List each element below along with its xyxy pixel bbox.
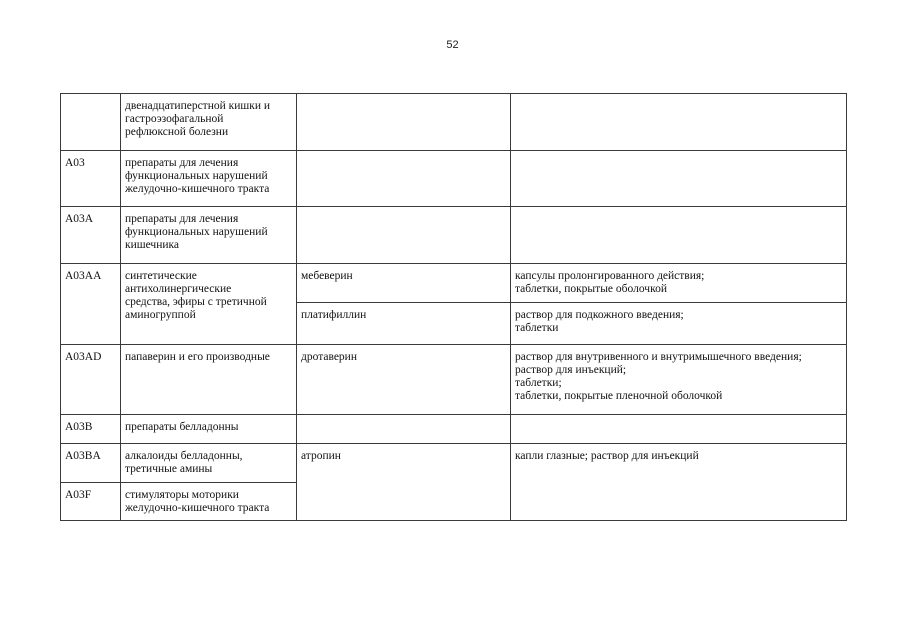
atc-code-cell: A03BA (61, 444, 121, 483)
dosage-forms-cell (511, 264, 847, 303)
group-name-line: препараты для лечения (125, 213, 239, 225)
dosage-form-line: таблетки; (515, 377, 562, 389)
table-row (61, 415, 847, 444)
group-name-line: препараты белладонны (125, 421, 239, 433)
dosage-form-line: раствор для подкожного введения; (515, 309, 684, 321)
atc-code-cell: A03F (61, 483, 121, 521)
dosage-forms-cell (511, 94, 847, 151)
dosage-form-line: раствор для инъекций; (515, 364, 627, 376)
drug-name-cell (297, 151, 511, 207)
group-name-line: третичные амины (125, 463, 213, 475)
dosage-form-line: раствор для внутривенного и внутримышечного введения; (515, 351, 802, 363)
dosage-forms-cell (511, 415, 847, 444)
group-name-cell (121, 345, 297, 415)
table-row (61, 151, 847, 207)
group-name-line: гастроэзофагальной (125, 113, 224, 125)
atc-code-cell: A03 (61, 151, 121, 207)
drug-name-cell (297, 415, 511, 444)
group-name-line: антихолинергические (125, 283, 232, 295)
group-name-cell (121, 415, 297, 444)
group-name-cell (121, 151, 297, 207)
dosage-form-line: таблетки, покрытые пленочной оболочкой (515, 390, 723, 402)
group-name-line: двенадцатиперстной кишки и (125, 100, 271, 112)
group-name-line: стимуляторы моторики (125, 489, 239, 501)
drug-name-cell: платифиллин (297, 303, 511, 345)
group-name-line: функциональных нарушений (125, 170, 268, 182)
dosage-form-line: таблетки, покрытые оболочкой (515, 283, 667, 295)
atc-code-cell (61, 94, 121, 151)
atc-code-cell: A03AD (61, 345, 121, 415)
group-name-line: желудочно-кишечного тракта (125, 502, 270, 514)
group-name-line: алкалоиды белладонны, (125, 450, 243, 462)
atc-code-cell: A03AA (61, 264, 121, 345)
drug-name-cell: мебеверин (297, 264, 511, 303)
drug-name-cell: атропин (297, 444, 511, 521)
group-name-cell (121, 264, 297, 345)
table-row (61, 207, 847, 264)
group-name-line: рефлюксной болезни (125, 126, 229, 138)
table-row (61, 264, 847, 303)
drug-name-cell: дротаверин (297, 345, 511, 415)
drug-name-cell (297, 94, 511, 151)
dosage-forms-cell (511, 303, 847, 345)
table-row (61, 444, 847, 483)
table-row (61, 345, 847, 415)
group-name-line: функциональных нарушений (125, 226, 268, 238)
dosage-forms-cell (511, 207, 847, 264)
dosage-forms-cell (511, 345, 847, 415)
group-name-cell (121, 444, 297, 483)
group-name-line: папаверин и его производные (125, 351, 270, 363)
table-row (61, 94, 847, 151)
group-name-line: препараты для лечения (125, 157, 239, 169)
group-name-cell (121, 483, 297, 521)
group-name-line: синтетические (125, 270, 197, 282)
drug-classification-table (60, 93, 847, 521)
atc-code-cell: A03A (61, 207, 121, 264)
page-number: 52 (446, 39, 459, 51)
dosage-form-line: капсулы пролонгированного действия; (515, 270, 705, 282)
group-name-cell (121, 94, 297, 151)
dosage-form-line: таблетки (515, 322, 559, 334)
group-name-line: аминогруппой (125, 309, 196, 321)
group-name-line: средства, эфиры с третичной (125, 296, 267, 308)
atc-code-cell: A03B (61, 415, 121, 444)
group-name-line: желудочно-кишечного тракта (125, 183, 270, 195)
dosage-forms-cell (511, 444, 847, 521)
group-name-cell (121, 207, 297, 264)
group-name-line: кишечника (125, 239, 180, 251)
dosage-forms-cell (511, 151, 847, 207)
dosage-form-line: капли глазные; раствор для инъекций (515, 450, 699, 462)
drug-name-cell (297, 207, 511, 264)
